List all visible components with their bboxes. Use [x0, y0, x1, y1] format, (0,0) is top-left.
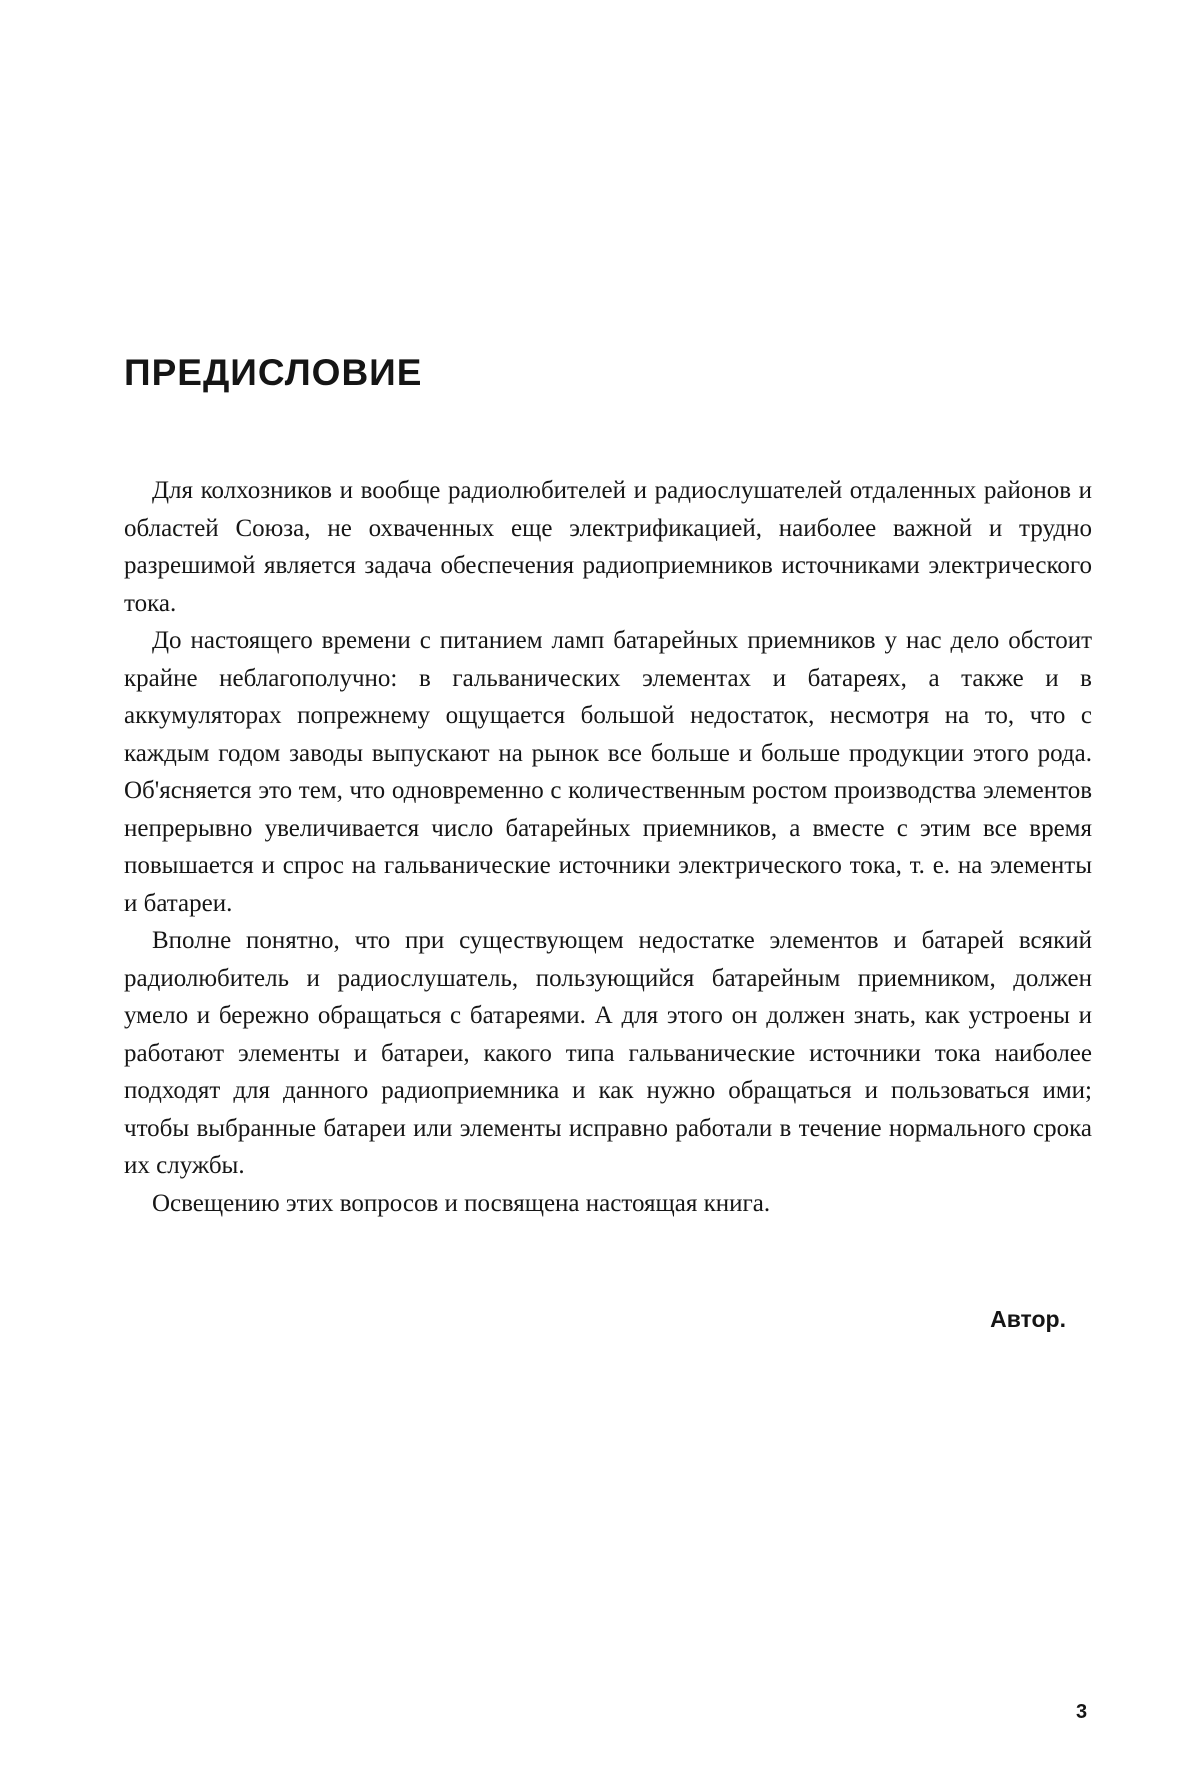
paragraph: Освещению этих вопросов и посвящена настоящая книга. — [152, 1189, 771, 1217]
paragraph: Для колхозников и вообще радиолюбителей и радиослушателей отдаленных районов и областей Союза, не охваченных еще электрификацией, наиболее важной и трудно разрешимой является задача обеспечения радиоприемников источниками электрического тока. — [124, 477, 1092, 617]
page-title: ПРЕДИСЛОВИЕ — [124, 352, 423, 393]
preface-body — [124, 472, 1092, 1222]
paragraph: Вполне понятно, что при существующем недостатке элементов и батарей всякий радиолюбитель и радиослушатель, пользующийся батарейным приемником, должен умело и бережно обращаться с батареями. А для этого он должен знать, как устроены и работают элементы и батареи, какого типа гальванические источники тока наиболее подходят для данного радиоприемника и как нужно обращаться и пользоваться ими; чтобы выбранные батареи или элементы исправно работали в течение нормального срока их службы. — [124, 927, 1092, 1179]
paragraph: До настоящего времени с питанием ламп батарейных приемников у нас дело обстоит крайне неблагополучно: в гальванических элементах и батареях, а также и в аккумуляторах попрежнему ощущается большой недостаток, несмотря на то, что с каждым годом заводы выпускают на рынок все больше и больше продукции этого рода. Об'ясняется это тем, что одновременно с количественным ростом производства элементов непрерывно увеличивается число батарейных приемников, а вместе с этим все время повышается и спрос на гальванические источники электрического тока, т. е. на элементы и батареи. — [124, 627, 1092, 917]
page-number: 3 — [1076, 1701, 1088, 1723]
author-signature: Автор. — [990, 1306, 1066, 1332]
